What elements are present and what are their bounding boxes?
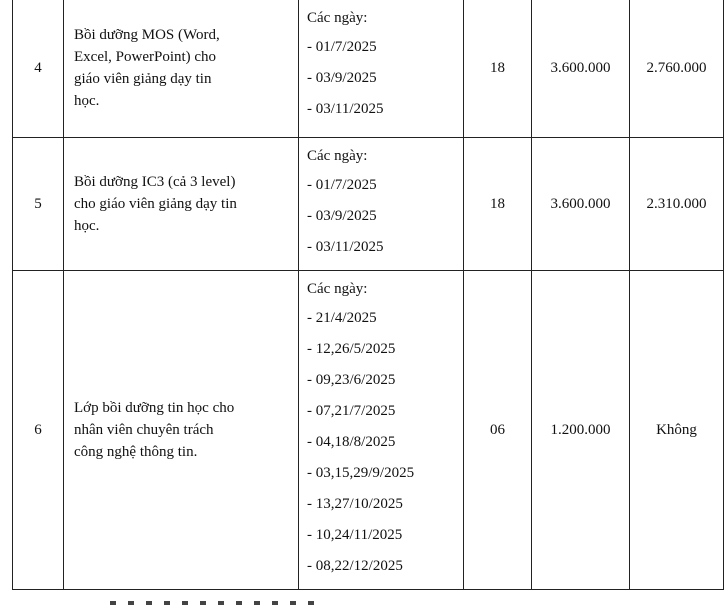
fee: 1.200.000 (532, 270, 630, 589)
date-item: - 03/11/2025 (307, 101, 384, 117)
fee: 3.600.000 (532, 137, 630, 270)
dates-heading: Các ngày: (307, 280, 368, 297)
table-row (13, 0, 724, 137)
schedule-cell (299, 0, 464, 137)
support-amount: Không (630, 270, 724, 589)
date-item: - 03/11/2025 (307, 238, 384, 255)
hours: 06 (464, 270, 532, 589)
dates-heading: Các ngày: (307, 147, 368, 164)
dates-heading: Các ngày: (307, 10, 368, 26)
date-item: - 12,26/5/2025 (307, 340, 396, 357)
course-name-line: giáo viên giảng dạy tin (74, 71, 212, 88)
course-name-line: Bồi dưỡng IC3 (cả 3 level) (74, 173, 236, 190)
schedule-cell (299, 270, 464, 589)
date-item: - 03/9/2025 (307, 70, 377, 86)
date-item: - 08,22/12/2025 (307, 557, 403, 574)
date-item: - 01/7/2025 (307, 176, 377, 193)
course-name (64, 270, 299, 589)
course-name-line: nhân viên chuyên trách (74, 421, 214, 438)
date-item: - 07,21/7/2025 (307, 402, 396, 419)
row-number: 4 (13, 0, 64, 137)
course-name (64, 0, 299, 137)
fee: 3.600.000 (532, 0, 630, 137)
course-name-line: Lớp bồi dưỡng tin học cho (74, 399, 235, 416)
date-item: - 21/4/2025 (307, 309, 377, 326)
schedule-cell (299, 137, 464, 270)
date-item: - 03/9/2025 (307, 207, 377, 224)
course-name (64, 137, 299, 270)
row-number: 6 (13, 270, 64, 589)
row-number: 5 (13, 137, 64, 270)
date-item: - 13,27/10/2025 (307, 495, 403, 512)
course-name-line: cho giáo viên giảng dạy tin (74, 195, 237, 212)
date-item: - 03,15,29/9/2025 (307, 464, 415, 481)
hours: 18 (464, 137, 532, 270)
course-name-line: Bồi dưỡng MOS (Word, (74, 27, 220, 44)
table-row (13, 137, 724, 270)
support-amount: 2.310.000 (630, 137, 724, 270)
date-item: - 01/7/2025 (307, 39, 377, 55)
support-amount: 2.760.000 (630, 0, 724, 137)
course-name-line: công nghệ thông tin. (74, 443, 198, 460)
course-name-line: Excel, PowerPoint) cho (74, 49, 217, 66)
course-name-line: học. (74, 93, 100, 110)
course-name-line: học. (74, 217, 100, 234)
date-item: - 04,18/8/2025 (307, 433, 396, 450)
course-table (12, 0, 724, 590)
date-item: - 09,23/6/2025 (307, 371, 396, 388)
hours: 18 (464, 0, 532, 137)
cropped-text-fragment (110, 592, 370, 601)
table-row (13, 270, 724, 589)
date-item: - 10,24/11/2025 (307, 526, 403, 543)
